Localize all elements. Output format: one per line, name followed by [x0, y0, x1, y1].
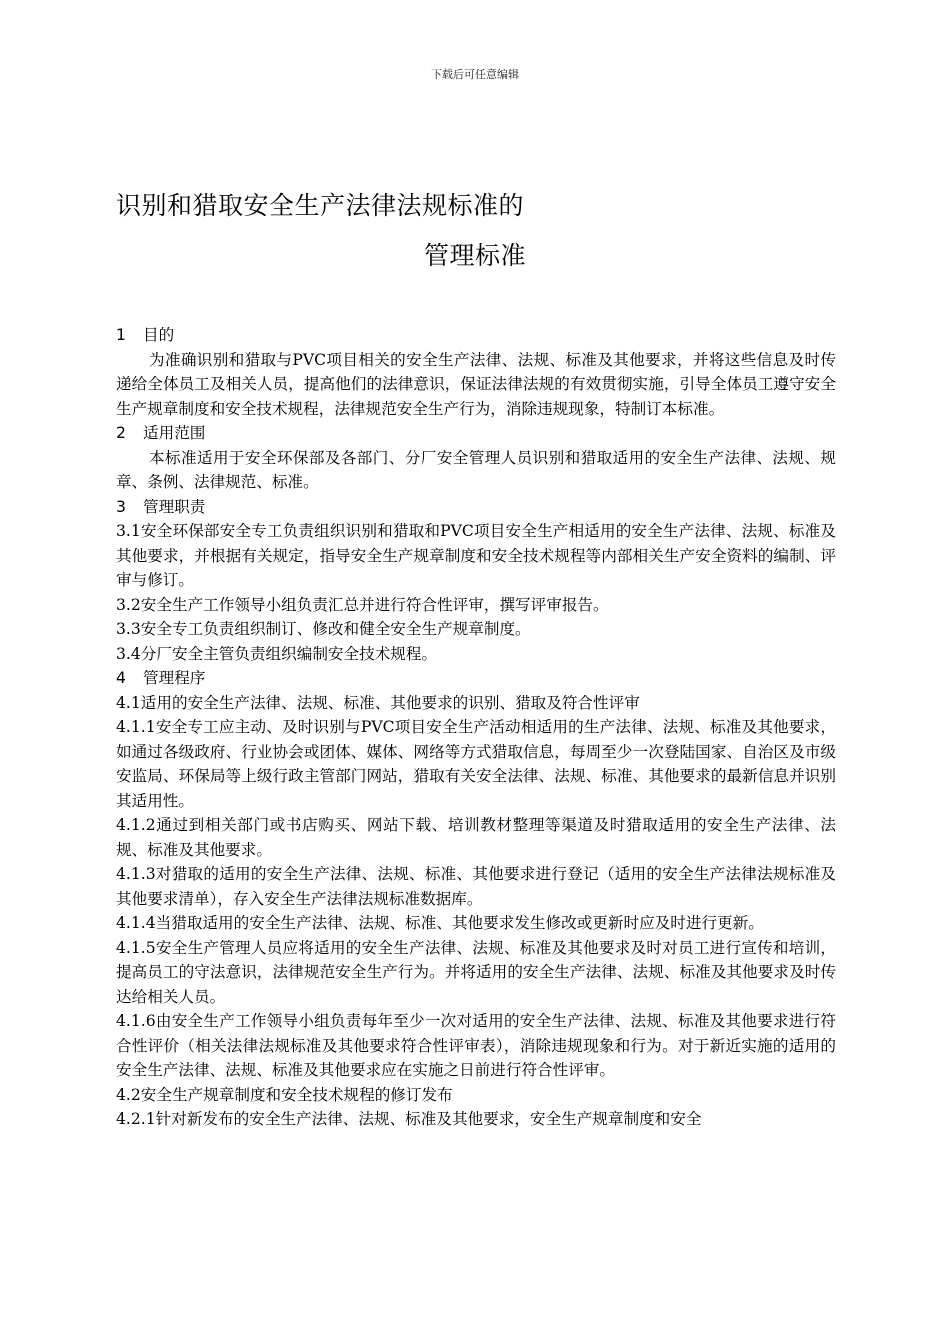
document-body	[116, 323, 836, 1132]
clause-paragraph: 4.1.6由安全生产工作领导小组负责每年至少一次对适用的安全生产法律、法规、标准及其他要求进行符合性评价（相关法律法规标准及其他要求符合性评审表），消除违规现象和行为。对于新近实施的适用的安全生产法律、法规、标准及其他要求应在实施之日前进行符合性评审。	[116, 1012, 836, 1079]
section-paragraph: 为准确识别和猎取与PVC项目相关的安全生产法律、法规、标准及其他要求，并将这些信息及时传递给全体员工及相关人员，提高他们的法律意识，保证法律法规的有效贯彻实施，引导全体员工遵守安全生产规章制度和安全技术规程，法律规范安全生产行为，消除违规现象，特制订本标准。	[116, 350, 836, 418]
clause-paragraph: 4.1.3对猎取的适用的安全生产法律、法规、标准、其他要求进行登记（适用的安全生产法律法规标准及其他要求清单），存入安全生产法律法规标准数据库。	[116, 865, 836, 908]
clause-paragraph: 4.1.4当猎取适用的安全生产法律、法规、标准、其他要求发生修改或更新时应及时进行更新。	[116, 914, 764, 932]
section-number: 3	[116, 497, 126, 516]
clause-paragraph: 4.1适用的安全生产法律、法规、标准、其他要求的识别、猎取及符合性评审	[116, 693, 640, 712]
clause-paragraph: 4.1.5安全生产管理人员应将适用的安全生产法律、法规、标准及其他要求及时对员工进行宣传和培训，提高员工的守法意识，法律规范安全生产行为。并将适用的安全生产法律、法规、标准及其他要求及时传达给相关人员。	[116, 938, 836, 1006]
clause-paragraph: 4.1.2通过到相关部门或书店购买、网站下载、培训教材整理等渠道及时猎取适用的安全生产法律、法规、标准及其他要求。	[116, 816, 836, 859]
clause-paragraph: 4.1.1安全专工应主动、及时识别与PVC项目安全生产活动相适用的生产法律、法规、标准及其他要求，如通过各级政府、行业协会或团体、媒体、网络等方式猎取信息，每周至少一次登陆国家、自治区及市级安监局、环保局等上级行政主管部门网站，猎取有关安全法律、法规、标准、其他要求的最新信息并识别其适用性。	[116, 718, 836, 810]
clause-paragraph: 4.2安全生产规章制度和安全技术规程的修订发布	[116, 1085, 453, 1104]
clause-paragraph: 3.2安全生产工作领导小组负责汇总并进行符合性评审，撰写评审报告。	[116, 595, 609, 614]
document-title-line1: 识别和猎取安全生产法律法规标准的	[116, 191, 525, 220]
section-title: 目的	[143, 326, 175, 344]
header-note: 下载后可任意编辑	[431, 68, 519, 81]
section-number: 4	[116, 669, 126, 687]
section-heading	[116, 666, 836, 691]
section-number: 1	[116, 326, 126, 344]
document-title-line2: 管理标准	[423, 241, 526, 270]
section-paragraph: 本标准适用于安全环保部及各部门、分厂安全管理人员识别和猎取适用的安全生产法律、法规、规章、条例、法律规范、标准。	[116, 448, 836, 491]
section-number: 2	[116, 424, 126, 442]
section-title: 适用范围	[143, 424, 206, 442]
clause-paragraph: 3.1安全环保部安全专工负责组织识别和猎取和PVC项目安全生产相适用的安全生产法律、法规、标准及其他要求，并根据有关规定，指导安全生产规章制度和安全技术规程等内部相关生产安全资料的编制、评审与修订。	[116, 522, 836, 589]
section-title: 管理程序	[143, 669, 206, 687]
section-heading	[116, 323, 836, 348]
section-title: 管理职责	[143, 497, 206, 516]
clause-paragraph: 3.3安全专工负责组织制订、修改和健全安全生产规章制度。	[116, 620, 531, 638]
section-heading	[116, 421, 836, 446]
clause-paragraph: 3.4分厂安全主管负责组织编制安全技术规程。	[116, 644, 438, 663]
section-heading	[116, 495, 836, 520]
clause-paragraph: 4.2.1针对新发布的安全生产法律、法规、标准及其他要求，安全生产规章制度和安全	[116, 1110, 702, 1128]
